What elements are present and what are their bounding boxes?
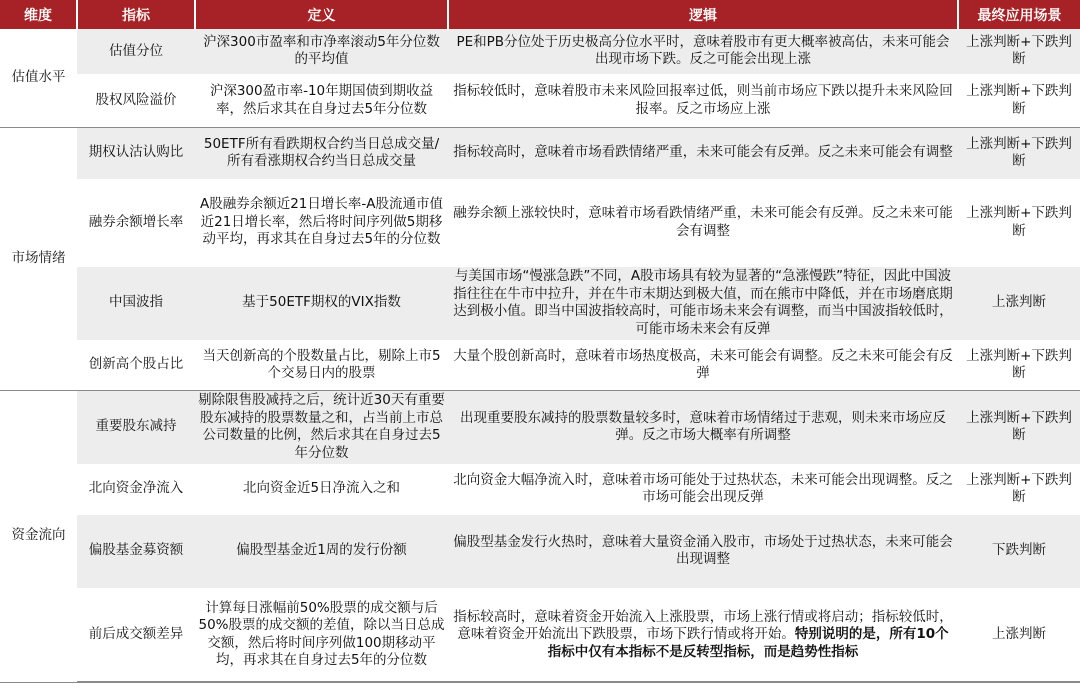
scenario-cell: 上涨判断+下跌判断	[958, 179, 1080, 266]
dimension-cell: 市场情绪	[0, 127, 77, 390]
definition-cell: 50ETF所有看跌期权合约当日总成交量/所有看涨期权合约当日总成交量	[195, 127, 448, 179]
indicator-cell: 融券余额增长率	[77, 179, 195, 266]
scenario-cell: 上涨判断+下跌判断	[958, 127, 1080, 179]
definition-cell: 沪深300市盈率和市净率滚动5年分位数的平均值	[195, 29, 448, 74]
table-row	[0, 390, 1080, 464]
indicator-cell: 期权认沽认购比	[77, 127, 195, 179]
table-row	[0, 464, 1080, 514]
logic-cell: 指标较高时，意味着市场看跌情绪严重，未来可能会有反弹。反之未来可能会有调整	[448, 127, 958, 179]
scenario-cell: 上涨判断+下跌判断	[958, 74, 1080, 127]
logic-cell: PE和PB分位处于历史极高分位水平时，意味着股市有更大概率被高估，未来可能会出现市场下跌。反之可能会出现上涨	[448, 29, 958, 74]
scenario-cell: 上涨判断	[958, 266, 1080, 340]
table-row	[0, 29, 1080, 74]
definition-cell: 偏股型基金近1周的发行份额	[195, 514, 448, 588]
header-row	[0, 0, 1080, 29]
indicator-cell: 偏股基金募资额	[77, 514, 195, 588]
scenario-cell: 上涨判断+下跌判断	[958, 340, 1080, 390]
table-row	[0, 266, 1080, 340]
logic-cell: 大量个股创新高时，意味着市场热度极高，未来可能会有调整。反之未来可能会有反弹	[448, 340, 958, 390]
logic-cell: 融券余额上涨较快时，意味着市场看跌情绪严重，未来可能会有反弹。反之未来可能会有调整	[448, 179, 958, 266]
definition-cell: 计算每日涨幅前50%股票的成交额与后50%股票的成交额的差值，除以当日总成交额，然后将时间序列做100期移动平均，再求其在自身过去5年的分位数	[195, 588, 448, 682]
logic-cell: 北向资金大幅净流入时，意味着市场可能处于过热状态，未来可能会出现调整。反之市场可能会出现反弹	[448, 464, 958, 514]
definition-cell: 北向资金近5日净流入之和	[195, 464, 448, 514]
definition-cell: A股融券余额近21日增长率-A股流通市值近21日增长率，然后将时间序列做5期移动平均，再求其在自身过去5年的分位数	[195, 179, 448, 266]
header-indicator: 指标	[77, 0, 195, 29]
definition-cell: 基于50ETF期权的VIX指数	[195, 266, 448, 340]
dimension-cell: 资金流向	[0, 390, 77, 682]
logic-cell: 偏股型基金发行火热时，意味着大量资金涌入股市，市场处于过热状态，未来可能会出现调整	[448, 514, 958, 588]
table-row	[0, 179, 1080, 266]
indicator-cell: 股权风险溢价	[77, 74, 195, 127]
indicator-cell: 前后成交额差异	[77, 588, 195, 682]
logic-cell: 指标较低时，意味着股市未来风险回报率过低，则当前市场应下跌以提升未来风险回报率。反之市场应上涨	[448, 74, 958, 127]
table-row	[0, 340, 1080, 390]
header-definition: 定义	[195, 0, 448, 29]
scenario-cell: 下跌判断	[958, 514, 1080, 588]
table-row	[0, 127, 1080, 179]
scenario-cell: 上涨判断+下跌判断	[958, 29, 1080, 74]
definition-cell: 沪深300盈市率-10年期国债到期收益率，然后求其在自身过去5年分位数	[195, 74, 448, 127]
scenario-cell: 上涨判断+下跌判断	[958, 464, 1080, 514]
logic-cell	[448, 588, 958, 682]
definition-cell: 当天创新高的个股数量占比，剔除上市5个交易日内的股票	[195, 340, 448, 390]
indicator-cell: 中国波指	[77, 266, 195, 340]
table-row	[0, 588, 1080, 682]
scenario-cell: 上涨判断	[958, 588, 1080, 682]
header-dimension: 维度	[0, 0, 77, 29]
indicator-cell: 估值分位	[77, 29, 195, 74]
logic-emphasis: 特别说明的是，所有10个指标中仅有本指标不是反转型指标，而是趋势性指标	[547, 626, 949, 660]
indicator-cell: 创新高个股占比	[77, 340, 195, 390]
table-row	[0, 514, 1080, 588]
logic-cell: 与美国市场“慢涨急跌”不同，A股市场具有较为显著的“急涨慢跌”特征，因此中国波指往往在牛市中拉升，并在牛市末期达到极大值，而在熊市中降低，并在市场磨底期达到极小值。即当中国波指较高时，可能市场未来会有调整，而当中国波指较低时，可能市场未来会有反弹	[448, 266, 958, 340]
dimension-cell: 估值水平	[0, 29, 77, 127]
logic-text: 指标较高时，意味着资金开始流入上涨股票，市场上涨行情或将启动；指标较低时，意味着资金开始流出下跌股票，市场下跌行情或将开始。	[453, 608, 953, 642]
logic-cell: 出现重要股东减持的股票数量较多时，意味着市场情绪过于悲观，则未来市场应反弹。反之市场大概率有所调整	[448, 390, 958, 464]
table-row	[0, 74, 1080, 127]
indicator-cell: 北向资金净流入	[77, 464, 195, 514]
definition-cell: 剔除限售股减持之后，统计近30天有重要股东减持的股票数量之和，占当前上市总公司数量的比例，然后求其在自身过去5年分位数	[195, 390, 448, 464]
header-scenario: 最终应用场景	[958, 0, 1080, 29]
header-logic: 逻辑	[448, 0, 958, 29]
scenario-cell: 上涨判断+下跌判断	[958, 390, 1080, 464]
indicator-cell: 重要股东减持	[77, 390, 195, 464]
